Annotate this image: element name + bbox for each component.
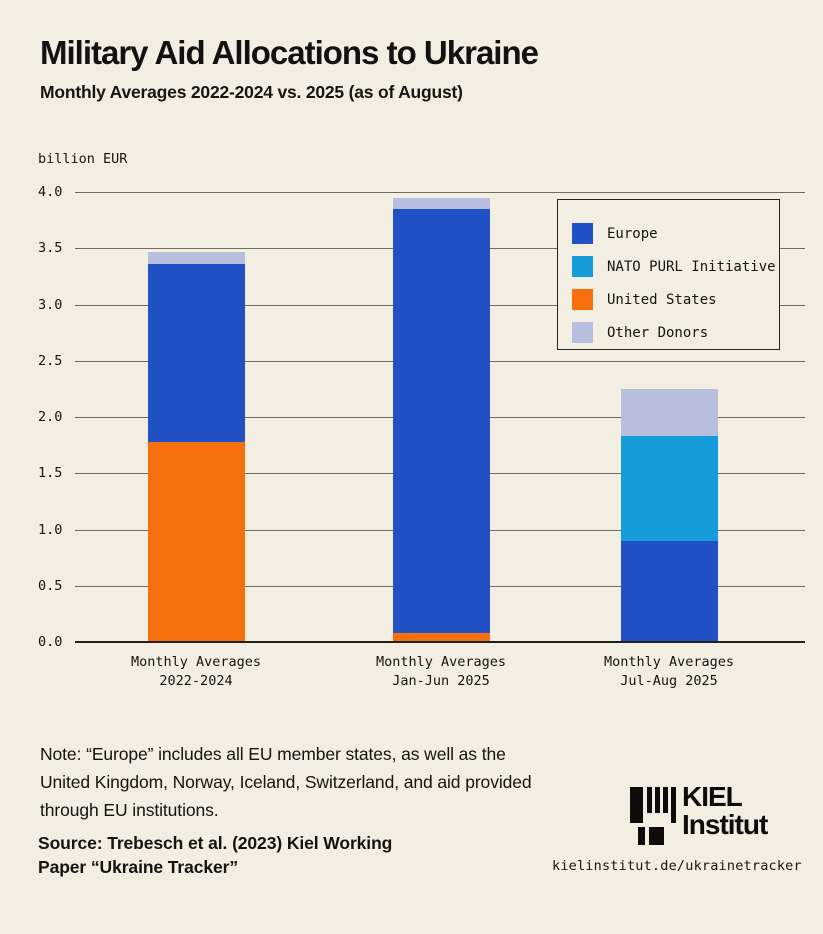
source-line: Paper “Ukraine Tracker”: [38, 856, 239, 877]
x-tick-label-line: Monthly Averages: [375, 654, 507, 670]
y-tick-label: 1.5: [38, 465, 63, 482]
bar-segment-europe: [621, 541, 718, 642]
legend-item: [572, 250, 779, 283]
x-tick-label: [86, 653, 306, 691]
note-line: United Kingdom, Norway, Iceland, Switzerland, and aid provided: [40, 772, 532, 792]
bar-segment-nato-purl-initiative: [621, 436, 718, 541]
source-text: [38, 832, 392, 879]
tracker-url: kielinstitut.de/ukrainetracker: [552, 858, 802, 874]
bar-segment-europe: [393, 209, 490, 633]
bar-segment-united-states: [148, 442, 245, 642]
kiel-logo-mark-icon: [630, 787, 676, 845]
x-tick-label: [559, 653, 779, 691]
legend-label: Other Donors: [607, 324, 709, 341]
logo-text-institut: Institut: [682, 809, 768, 840]
bar-segment-europe: [148, 264, 245, 442]
logo-text-kiel: KIEL: [682, 781, 742, 812]
source-line: Source: Trebesch et al. (2023) Kiel Working: [38, 833, 393, 853]
note-line: Note: “Europe” includes all EU member states, as well as the: [40, 744, 506, 764]
legend-item: [572, 316, 779, 349]
y-tick-label: 4.0: [38, 184, 63, 200]
x-tick-label: [331, 653, 551, 691]
bar-segment-other-donors: [393, 198, 490, 209]
legend-item: [572, 217, 779, 250]
legend-label: United States: [607, 291, 717, 308]
legend-swatch: [572, 322, 593, 343]
x-tick-label-line: 2022-2024: [159, 673, 233, 689]
y-tick-label: 1.0: [38, 521, 63, 538]
y-tick-label: 0.0: [38, 634, 63, 650]
x-tick-label-line: Monthly Averages: [130, 654, 262, 670]
legend-label: Europe: [607, 225, 658, 242]
x-tick-label-line: Jan-Jun 2025: [392, 673, 490, 689]
y-tick-label: 3.5: [38, 240, 63, 257]
note-text: [40, 740, 532, 824]
kiel-institut-logo: [630, 781, 800, 847]
y-tick-label: 3.0: [38, 296, 63, 313]
bar-segment-other-donors: [148, 252, 245, 264]
legend-swatch: [572, 256, 593, 277]
legend-swatch: [572, 223, 593, 244]
y-tick-label: 2.0: [38, 409, 63, 425]
x-axis-line: [75, 641, 805, 643]
legend-swatch: [572, 289, 593, 310]
bar-segment-other-donors: [621, 389, 718, 436]
x-tick-label-line: Monthly Averages: [603, 654, 735, 670]
y-tick-label: 2.5: [38, 352, 63, 369]
chart-legend: [557, 199, 780, 350]
x-tick-label-line: Jul-Aug 2025: [620, 673, 718, 689]
legend-label: NATO PURL Initiative: [607, 258, 776, 275]
page-subtitle: Monthly Averages 2022-2024 vs. 2025 (as of August): [40, 82, 463, 102]
page-title: Military Aid Allocations to Ukraine: [40, 34, 538, 71]
y-tick-label: 0.5: [38, 577, 63, 594]
y-axis-unit-label: billion EUR: [38, 151, 128, 167]
gridline: [75, 192, 805, 193]
legend-item: [572, 283, 779, 316]
note-line: through EU institutions.: [40, 800, 219, 820]
